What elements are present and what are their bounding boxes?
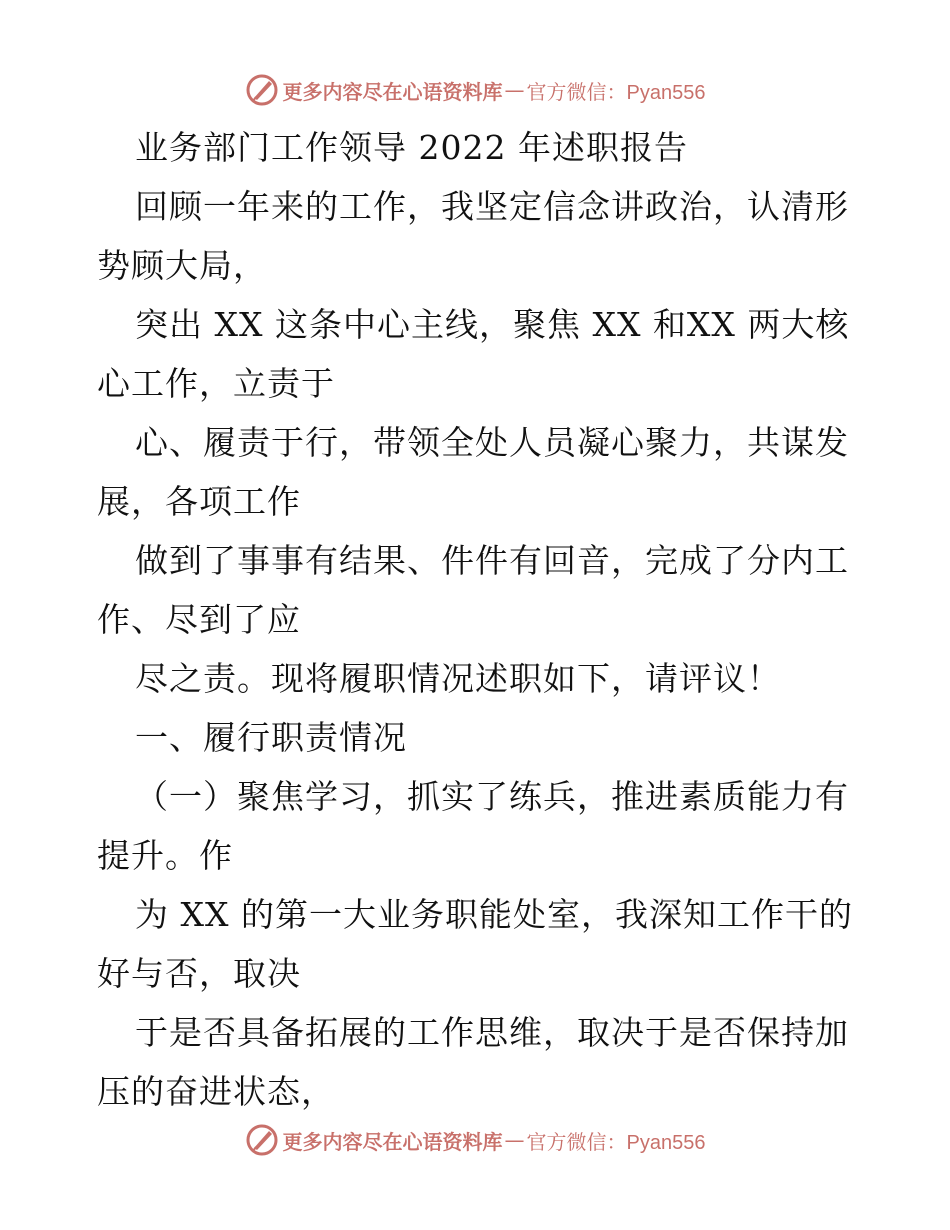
paragraph-line: 好与否，取决 xyxy=(97,954,301,993)
paragraph-line: 于是否具备拓展的工作思维，取决于是否保持加 xyxy=(135,1013,849,1052)
watermark-banner-top xyxy=(0,70,950,110)
paragraph-line: 心工作，立责于 xyxy=(97,364,335,403)
document-title: 业务部门工作领导 2022 年述职报告 xyxy=(135,128,688,167)
watermark-text: 更多内容尽在心语资料库 xyxy=(282,1129,503,1154)
paragraph-line: 回顾一年来的工作，我坚定信念讲政治，认清形 xyxy=(135,187,849,226)
quill-circle-logo-icon xyxy=(245,1123,279,1157)
paragraph-line: 压的奋进状态， xyxy=(97,1072,335,1111)
paragraph-line: 提升。作 xyxy=(97,836,233,875)
paragraph-line: 一、履行职责情况 xyxy=(135,718,407,757)
watermark-suffix: 官方微信：Pyan556 xyxy=(526,1131,706,1154)
watermark-text: 更多内容尽在心语资料库 xyxy=(282,79,503,104)
quill-circle-logo-icon xyxy=(245,73,279,107)
paragraph-line: 做到了事事有结果、件件有回音，完成了分内工 xyxy=(135,541,849,580)
watermark-suffix: 官方微信：Pyan556 xyxy=(526,81,706,104)
watermark-dash: — xyxy=(504,1128,525,1152)
paragraph-line: （一）聚焦学习，抓实了练兵，推进素质能力有 xyxy=(135,777,849,816)
paragraph-line: 尽之责。现将履职情况述职如下，请评议！ xyxy=(135,659,781,698)
paragraph-line: 心、履责于行，带领全处人员凝心聚力，共谋发 xyxy=(135,423,849,462)
watermark-dash: — xyxy=(504,78,525,102)
paragraph-line: 展，各项工作 xyxy=(97,482,301,521)
paragraph-line: 为 XX 的第一大业务职能处室，我深知工作干的 xyxy=(135,895,853,934)
document-body xyxy=(97,118,857,1121)
paragraph-line: 作、尽到了应 xyxy=(97,600,301,639)
paragraph-line: 势顾大局， xyxy=(97,246,267,285)
paragraph-line: 突出 XX 这条中心主线，聚焦 XX 和XX 两大核 xyxy=(135,305,850,344)
watermark-banner-bottom xyxy=(0,1120,950,1160)
